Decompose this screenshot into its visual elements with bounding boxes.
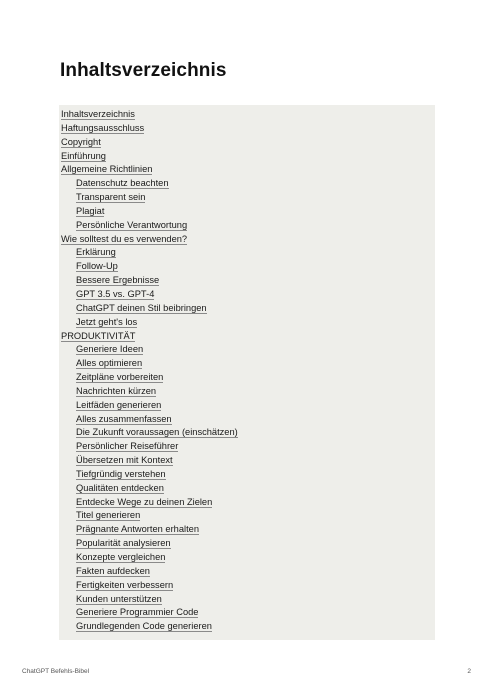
toc-entry bbox=[59, 426, 435, 440]
toc-entry bbox=[59, 260, 435, 274]
toc-link[interactable]: Grundlegenden Code generieren bbox=[76, 621, 212, 632]
toc-entry bbox=[59, 219, 435, 233]
toc-link[interactable]: Leitfäden generieren bbox=[76, 399, 162, 410]
toc-link[interactable]: Transparent sein bbox=[76, 192, 146, 203]
toc-link[interactable]: GPT 3.5 vs. GPT-4 bbox=[76, 288, 155, 299]
toc-link[interactable]: Allgemeine Richtlinien bbox=[61, 164, 153, 175]
toc-entry bbox=[59, 233, 435, 247]
toc-entry bbox=[59, 343, 435, 357]
toc-link[interactable]: Bessere Ergebnisse bbox=[76, 275, 160, 286]
toc-link[interactable]: Qualitäten entdecken bbox=[76, 482, 164, 493]
toc-entry bbox=[59, 593, 435, 607]
toc-entry bbox=[59, 357, 435, 371]
toc-link[interactable]: Kunden unterstützen bbox=[76, 593, 162, 604]
toc-link[interactable]: Jetzt geht's los bbox=[76, 316, 138, 327]
toc-entry bbox=[59, 246, 435, 260]
toc-entry bbox=[59, 163, 435, 177]
toc-entry bbox=[59, 316, 435, 330]
toc-entry bbox=[59, 177, 435, 191]
toc-entry bbox=[59, 371, 435, 385]
toc-link[interactable]: Popularität analysieren bbox=[76, 538, 171, 549]
toc-link[interactable]: ChatGPT deinen Stil beibringen bbox=[76, 302, 207, 313]
toc-entry bbox=[59, 108, 435, 122]
toc-link[interactable]: Konzepte vergleichen bbox=[76, 552, 166, 562]
page-title: Inhaltsverzeichnis bbox=[60, 60, 227, 81]
toc-entry bbox=[59, 565, 435, 579]
toc-entry bbox=[59, 385, 435, 399]
toc-entry bbox=[59, 191, 435, 205]
toc-entry bbox=[59, 150, 435, 164]
toc-entry bbox=[59, 440, 435, 454]
toc-link[interactable]: Fakten aufdecken bbox=[76, 565, 150, 576]
toc-entry bbox=[59, 288, 435, 302]
toc-entry bbox=[59, 523, 435, 537]
toc-link[interactable]: Alles optimieren bbox=[76, 358, 143, 369]
toc-entry bbox=[59, 330, 435, 344]
toc-link[interactable]: Wie solltest du es verwenden? bbox=[61, 233, 188, 244]
toc-entry bbox=[59, 122, 435, 136]
toc-link[interactable]: PRODUKTIVITÄT bbox=[61, 330, 136, 341]
toc-link[interactable]: Inhaltsverzeichnis bbox=[61, 109, 135, 119]
toc-entry bbox=[59, 579, 435, 593]
toc-entry bbox=[59, 482, 435, 496]
toc-link[interactable]: Plagiat bbox=[76, 205, 105, 216]
toc-entry bbox=[59, 496, 435, 510]
toc-entry bbox=[59, 274, 435, 288]
toc-link[interactable]: Alles zusammenfassen bbox=[76, 413, 172, 424]
toc-entry bbox=[59, 399, 435, 413]
toc-link[interactable]: Datenschutz beachten bbox=[76, 178, 169, 189]
toc-entry bbox=[59, 551, 435, 565]
table-of-contents bbox=[59, 105, 435, 640]
toc-link[interactable]: Generiere Programmier Code bbox=[76, 607, 199, 618]
toc-entry bbox=[59, 620, 435, 634]
toc-link[interactable]: Persönlicher Reiseführer bbox=[76, 441, 179, 452]
toc-link[interactable]: Generiere Ideen bbox=[76, 344, 144, 355]
toc-link[interactable]: Nachrichten kürzen bbox=[76, 385, 157, 396]
toc-link[interactable]: Erklärung bbox=[76, 247, 116, 258]
toc-entry bbox=[59, 205, 435, 219]
toc-entry bbox=[59, 413, 435, 427]
toc-link[interactable]: Die Zukunft voraussagen (einschätzen) bbox=[76, 427, 238, 438]
toc-entry bbox=[59, 606, 435, 620]
toc-entry bbox=[59, 468, 435, 482]
toc-link[interactable]: Tiefgründig verstehen bbox=[76, 468, 166, 479]
toc-link[interactable]: Follow-Up bbox=[76, 261, 118, 272]
toc-entry bbox=[59, 537, 435, 551]
toc-link[interactable]: Haftungsausschluss bbox=[61, 122, 145, 133]
toc-entry bbox=[59, 136, 435, 150]
toc-link[interactable]: Zeitpläne vorbereiten bbox=[76, 372, 164, 383]
toc-link[interactable]: Titel generieren bbox=[76, 510, 141, 521]
toc-link[interactable]: Fertigkeiten verbessern bbox=[76, 579, 174, 590]
footer-document-title: ChatGPT Befehls-Bibel bbox=[22, 668, 90, 675]
toc-entry bbox=[59, 302, 435, 316]
toc-entry bbox=[59, 509, 435, 523]
toc-link[interactable]: Einführung bbox=[61, 150, 106, 161]
footer-page-number: 2 bbox=[467, 668, 471, 675]
toc-link[interactable]: Übersetzen mit Kontext bbox=[76, 455, 173, 466]
toc-link[interactable]: Copyright bbox=[61, 136, 101, 147]
toc-link[interactable]: Prägnante Antworten erhalten bbox=[76, 524, 200, 535]
toc-link[interactable]: Persönliche Verantwortung bbox=[76, 219, 188, 230]
toc-link[interactable]: Entdecke Wege zu deinen Zielen bbox=[76, 496, 213, 507]
toc-entry bbox=[59, 454, 435, 468]
toc-list bbox=[59, 108, 435, 634]
